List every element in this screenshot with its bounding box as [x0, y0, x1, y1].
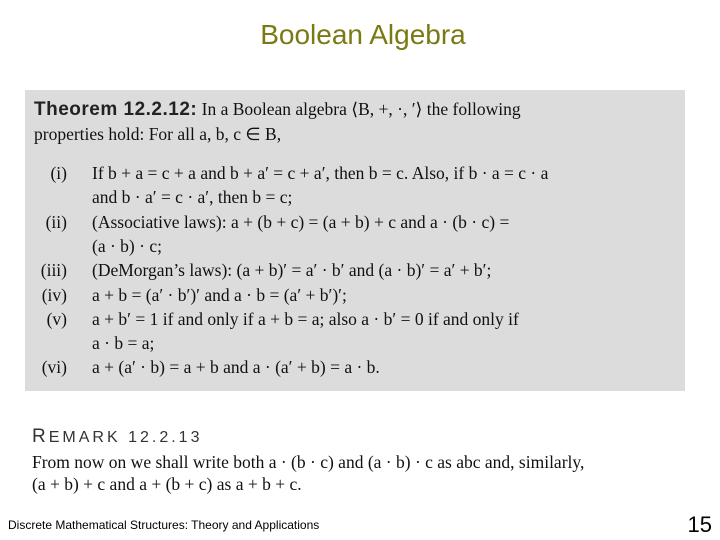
item-text: (DeMorgan’s laws): (a + b)′ = a′ · b′ and (a · b)′ = a′ + b′;: [92, 260, 492, 280]
theorem-heading-line: [34, 99, 521, 120]
item-number: (ii): [45, 212, 67, 232]
remark-heading: [32, 426, 202, 448]
item-text: a + b = (a′ · b′)′ and a · b = (a′ + b′)′;: [92, 285, 347, 305]
item-text: a + b′ = 1 if and only if a + b = a; also a · b′ = 0 if and only if: [92, 309, 519, 329]
item-text: (a · b) · c;: [92, 236, 162, 256]
remark-line2: (a + b) + c and a + (b + c) as a + b + c.: [32, 474, 302, 494]
remark-heading-rest: EMARK 12.2.13: [48, 429, 203, 446]
item-number: (v): [46, 309, 67, 329]
theorem-intro-line1: In a Boolean algebra ⟨B, +, ·, ′⟩ the following: [201, 99, 521, 119]
footer-text: Discrete Mathematical Structures: Theory and Applications: [8, 518, 320, 532]
item-text: (Associative laws): a + (b + c) = (a + b) + c and a · (b · c) =: [92, 212, 510, 232]
item-text: a + (a′ · b) = a + b and a · (a′ + b) = a · b.: [92, 357, 380, 377]
item-number: (iii): [40, 260, 67, 280]
remark-heading-initial: R: [32, 426, 49, 447]
theorem-intro-line2: properties hold: For all a, b, c ∈ B,: [34, 124, 282, 144]
item-number: (iv): [41, 285, 67, 305]
item-number: (vi): [41, 357, 67, 377]
item-text: If b + a = c + a and b + a′ = c + a′, then b = c. Also, if b · a = c · a: [92, 163, 549, 183]
item-text: a · b = a;: [92, 333, 155, 353]
item-number: (i): [50, 163, 67, 183]
item-text: and b · a′ = c · a′, then b = c;: [92, 187, 293, 207]
slide-title: Boolean Algebra: [260, 19, 466, 50]
theorem-box: [25, 90, 685, 391]
remark-line1: From now on we shall write both a · (b · c) and (a · b) · c as abc and, similarly,: [32, 452, 585, 472]
page-number: 15: [687, 512, 712, 537]
theorem-label: Theorem 12.2.12:: [34, 99, 198, 120]
